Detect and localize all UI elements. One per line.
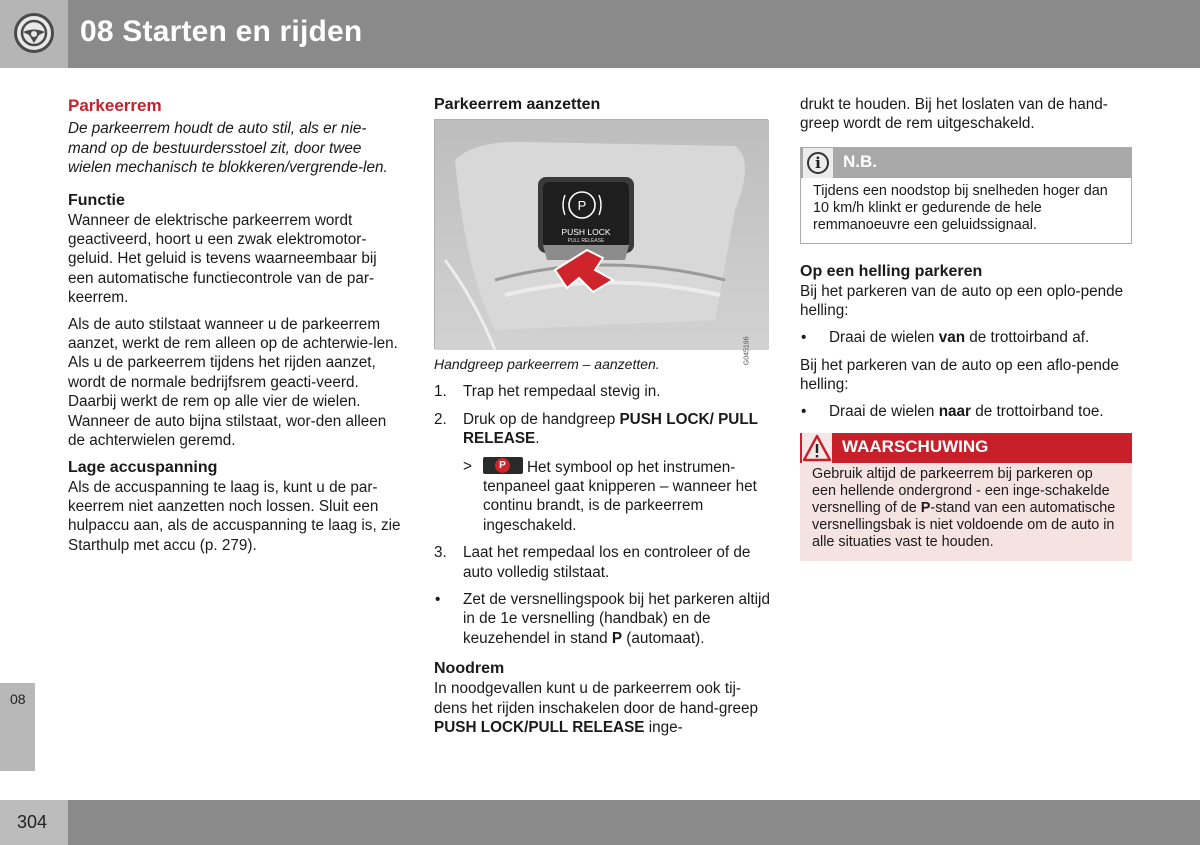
subheading-noodrem: Noodrem	[434, 660, 505, 678]
bullet-text: Zet de versnellingspook bij het parkeren altijd in de 1e versnelling (handbak) en de keuzehendel in stand	[463, 591, 770, 647]
noodrem-paragraph	[434, 679, 770, 737]
step-2	[434, 410, 770, 449]
functie-paragraph-2: Als de auto stilstaat wanneer u de parkeerrem aanzet, werkt de rem alleen op de achterwie-len. Als u de parkeerrem tijdens het rijden aanzet, wordt de normale bedrijfsrem geacti-veerd. Daarbij werkt de rem op alle vier de wielen. Wanneer de auto bijna stilstaat, wor-den alleen de achterwielen geremd.	[68, 315, 398, 450]
bullet-dot: •	[801, 402, 807, 420]
warning-text: Gebruik altijd de parkeerrem bij parkeren op een hellende ondergrond - een inge-schakelde versnelling of de	[812, 466, 1110, 517]
figure-code: G045196	[743, 336, 751, 365]
subheading-op-een-helling-parkeren: Op een helling parkeren	[800, 262, 983, 280]
figure-caption: Handgreep parkeerrem – aanzetten.	[434, 356, 660, 372]
step-3-text: Laat het rempedaal los en controleer of de auto volledig stilstaat.	[463, 544, 751, 581]
bullet-dot: •	[801, 328, 807, 346]
svg-text:P: P	[577, 198, 587, 213]
chapter-side-tab	[0, 683, 35, 771]
continued-paragraph: drukt te houden. Bij het loslaten van de hand-greep wordt de rem uitgeschakeld.	[800, 96, 1108, 133]
bullet-dot: •	[435, 591, 441, 609]
step-1	[434, 382, 770, 401]
subheading-functie: Functie	[68, 191, 125, 209]
steering-wheel-icon	[14, 13, 54, 53]
step-2-result	[434, 457, 770, 536]
noodrem-text: In noodgevallen kunt u de parkeerrem ook tij-dens het rijden inschakelen door de hand-greep	[434, 680, 759, 717]
helling-paragraph-2: Bij het parkeren van de auto op een aflo-pende helling:	[800, 357, 1119, 394]
info-icon: i	[803, 148, 833, 178]
step-2-number: 2.	[434, 410, 447, 428]
bullet-aflopend	[800, 402, 1132, 421]
warning-triangle-icon	[802, 433, 832, 463]
step-3	[434, 543, 770, 582]
column-middle	[434, 95, 770, 745]
subheading-parkeerrem-aanzetten: Parkeerrem aanzetten	[434, 96, 601, 113]
intro-text: De parkeerrem houdt de auto stil, als er nie-mand op de bestuurdersstoel zit, door twee wielen mechanisch te blokkeren/vergrende-len.	[68, 120, 388, 177]
page-footer	[0, 800, 1200, 845]
parking-brake-warning-icon: P	[483, 457, 523, 474]
step-2-text: Druk op de handgreep	[463, 410, 620, 428]
step-1-number: 1.	[434, 383, 447, 401]
step-2-end: .	[535, 430, 540, 448]
noodrem-bold: PUSH LOCK/PULL RELEASE	[434, 719, 645, 737]
warning-body	[800, 463, 1132, 561]
note-title: N.B.	[843, 151, 877, 171]
chapter-icon-box	[0, 0, 68, 68]
bullet-end: de trottoirband af.	[965, 328, 1090, 346]
accu-paragraph: Als de accuspanning te laag is, kunt u de par-keerrem niet aanzetten noch lossen. Sluit een hulpaccu aan, als de accuspanning te laag is, zie Starthulp met accu (p. 279).	[68, 478, 401, 554]
note-box	[800, 147, 1132, 244]
page-number-box	[0, 800, 68, 845]
page-number: 304	[17, 812, 48, 832]
push-lock-label: PUSH LOCK	[561, 227, 611, 237]
bullet-bold: van	[938, 328, 966, 346]
note-body: Tijdens een noodstop bij snelheden hoger dan 10 km/h klinkt er gedurende de hele remmanoeuvre een geluidssignaal.	[813, 182, 1108, 233]
result-arrow: >	[463, 457, 472, 475]
helling-paragraph-1: Bij het parkeren van de auto op een oplo-pende helling:	[800, 282, 1124, 320]
noodrem-end: inge-	[644, 719, 683, 737]
warning-header	[800, 433, 1132, 463]
warning-bold: P	[920, 500, 931, 517]
note-header	[801, 148, 1131, 178]
section-heading-parkeerrem: Parkeerrem	[68, 96, 162, 115]
functie-paragraph-1: Wanneer de elektrische parkeerrem wordt geactiveerd, hoort u een zwak elektromotor-geluid. Het geluid is tevens waarneembaar bij een automatische functiecontrole van de par-keerrem.	[68, 211, 377, 307]
chapter-title: 08 Starten en rijden	[80, 15, 363, 48]
warning-box	[800, 433, 1132, 561]
step-2-bold: PUSH LOCK/ PULL RELEASE	[463, 410, 758, 448]
bullet-bold: naar	[938, 402, 971, 420]
bullet-text: Draai de wielen	[829, 402, 939, 420]
bullet-versnellingspook	[434, 590, 770, 648]
chapter-header	[0, 0, 1200, 68]
side-tab-label: 08	[10, 691, 26, 707]
bullet-end: de trottoirband toe.	[971, 402, 1104, 420]
step-1-text: Trap het rempedaal stevig in.	[463, 383, 661, 401]
step-3-number: 3.	[434, 544, 447, 562]
column-left	[68, 95, 402, 562]
warning-title: WAARSCHUWING	[842, 437, 989, 457]
bullet-bold: P	[611, 629, 623, 647]
bullet-end: (automaat).	[622, 629, 705, 647]
warning-end: -stand van een automatische versnellingsbak is niet voldoende om de auto in alle situaties vast te houden.	[812, 500, 1116, 551]
bullet-oplopend	[800, 328, 1132, 347]
column-right	[800, 95, 1132, 561]
subheading-lage-accuspanning: Lage accuspanning	[68, 458, 218, 476]
pull-release-label: PULL RELEASE	[567, 238, 605, 244]
bullet-text: Draai de wielen	[829, 328, 939, 346]
result-text: Het symbool op het instrumen-tenpaneel gaat knipperen – wanneer het continu brandt, is de parkeerrem ingeschakeld.	[483, 458, 757, 534]
